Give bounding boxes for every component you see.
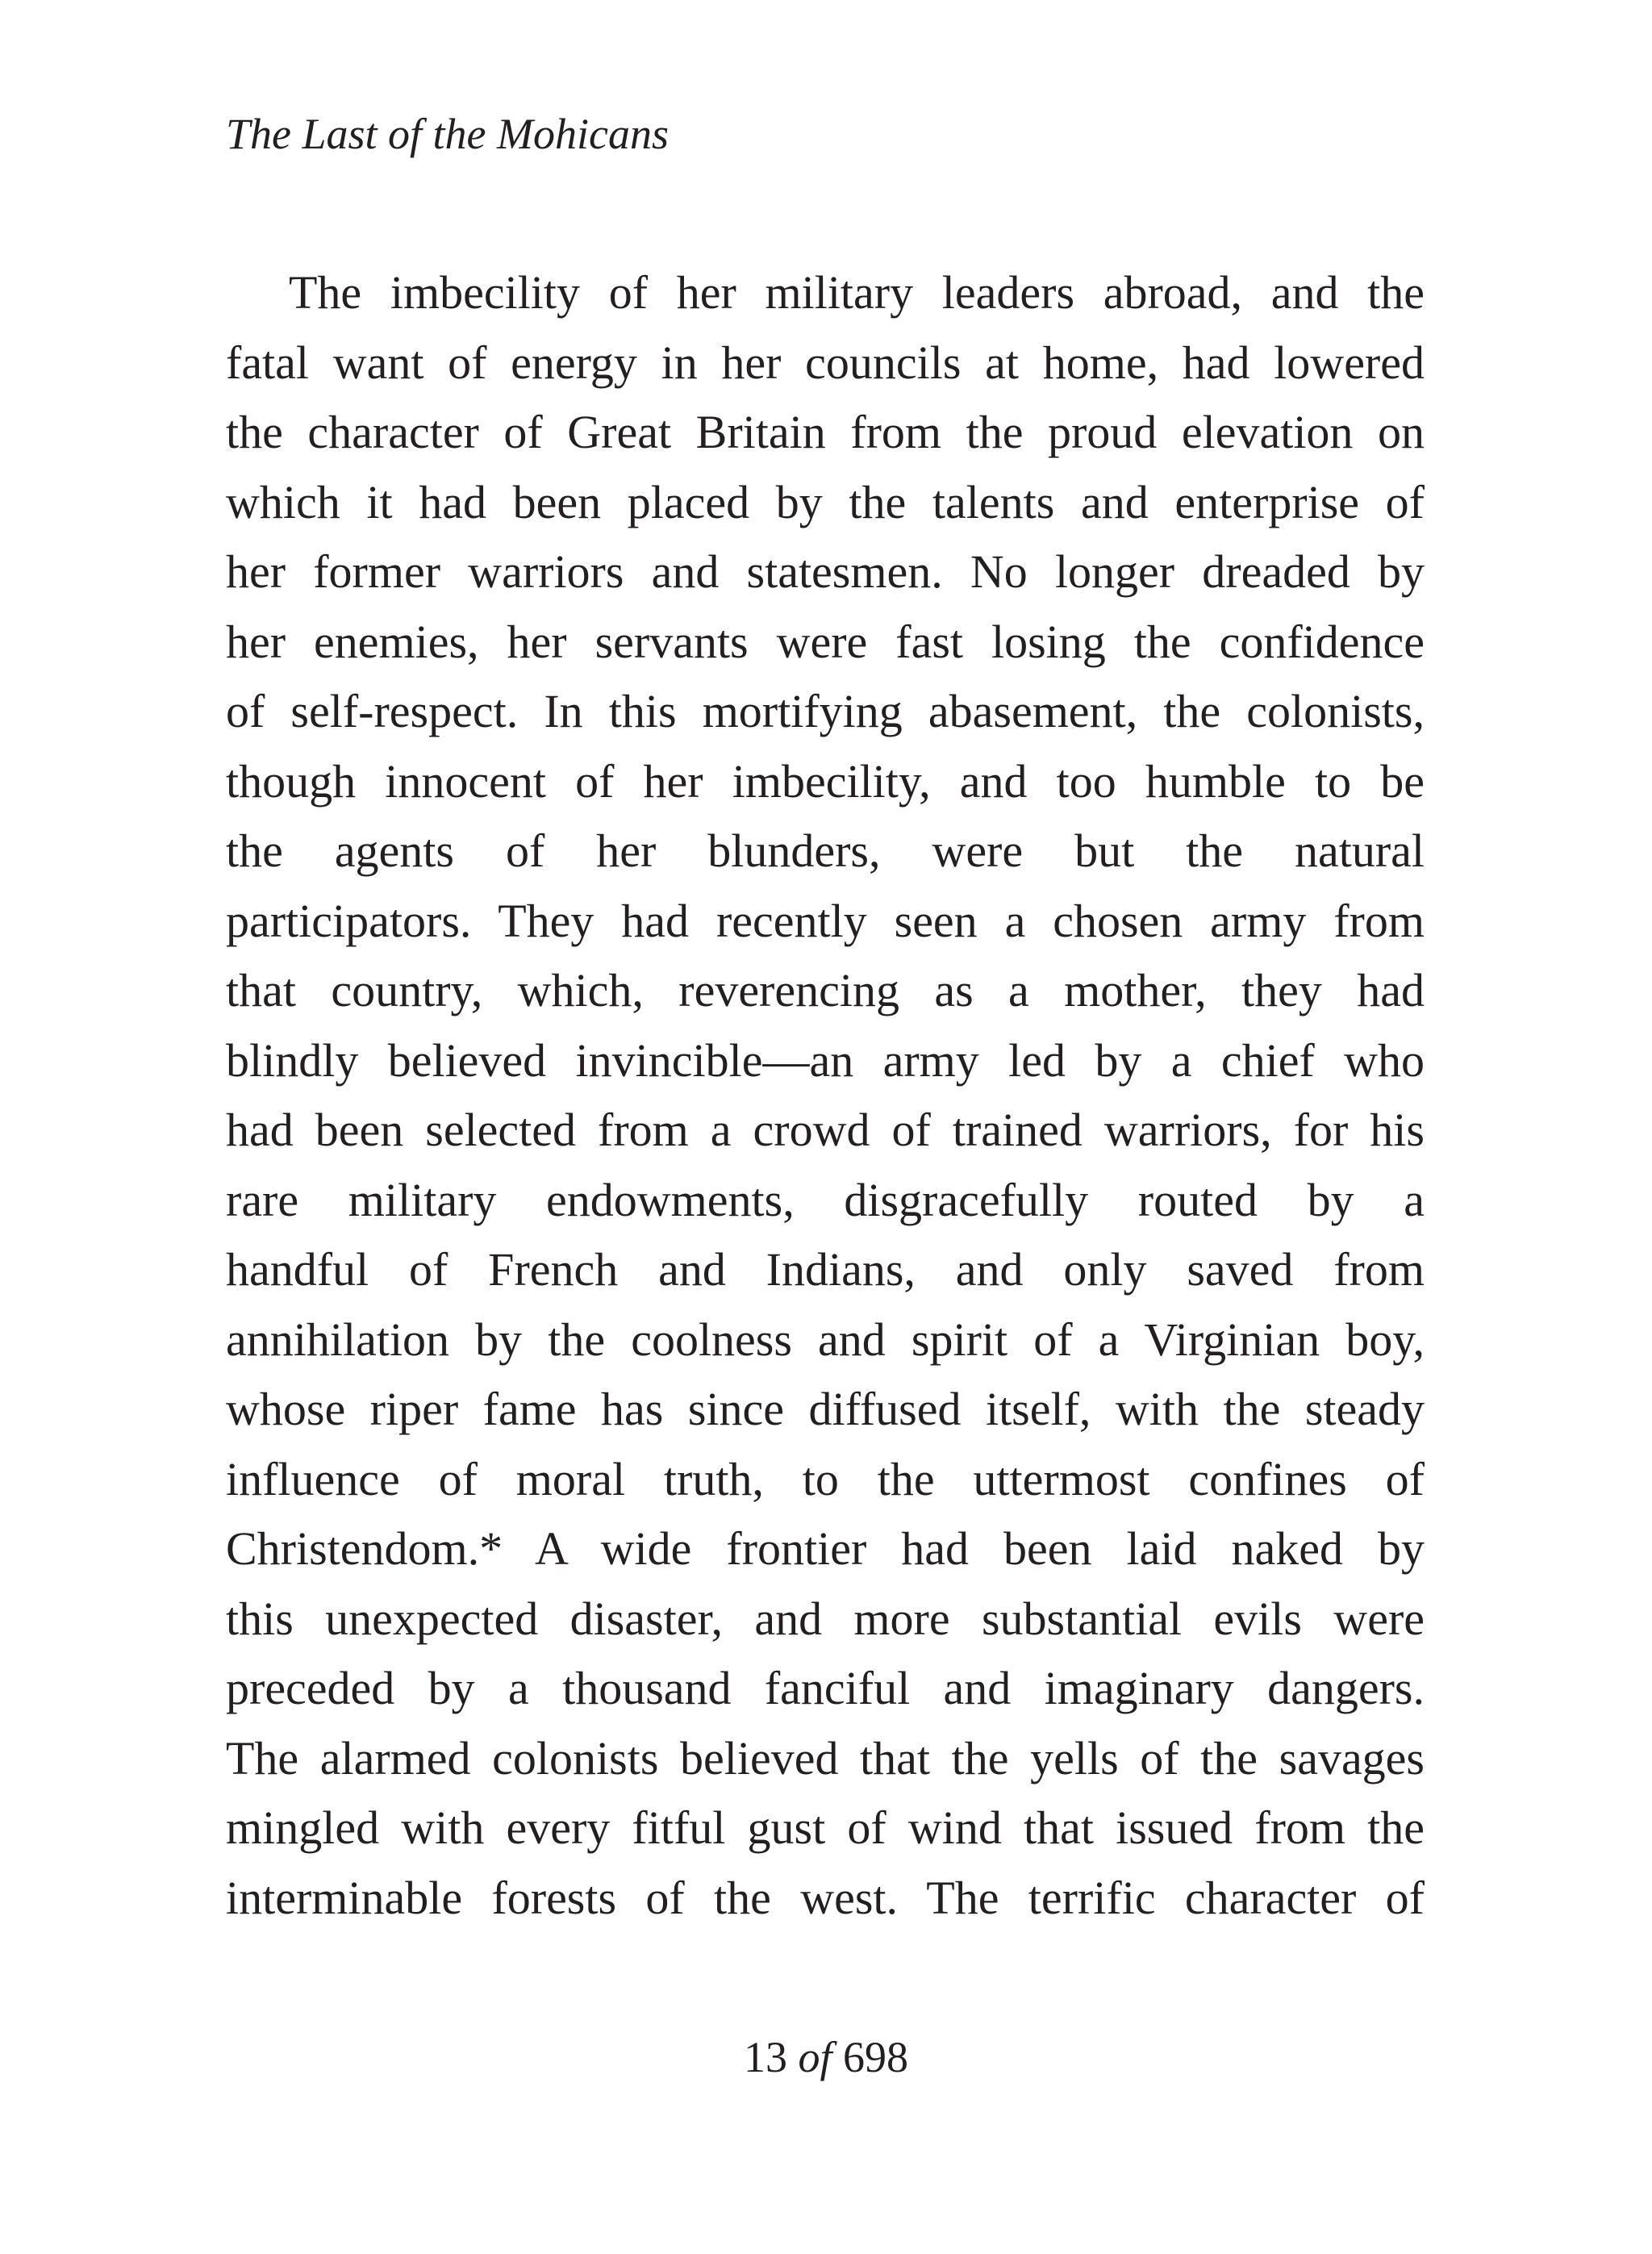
text-line: The alarmed colonists believed that the yells of the savages xyxy=(226,1731,1425,1784)
text-line: interminable forests of the west. The terrific character of xyxy=(226,1871,1425,1924)
text-line: participators. They had recently seen a chosen army from xyxy=(226,894,1425,947)
text-line: blindly believed invincible—an army led by a chief who xyxy=(226,1033,1425,1087)
text-line: the character of Great Britain from the proud elevation on xyxy=(226,406,1425,458)
text-line: handful of French and Indians, and only saved from xyxy=(226,1243,1425,1296)
text-line: mingled with every fitful gust of wind that issued from the xyxy=(226,1801,1425,1854)
text-line: the agents of her blunders, were but the natural xyxy=(226,824,1425,877)
page-number xyxy=(0,2028,1652,2086)
text-line: fatal want of energy in her councils at home, had lowered xyxy=(226,336,1425,389)
text-line: preceded by a thousand fanciful and imaginary dangers. xyxy=(226,1662,1425,1714)
text-line: of self-respect. In this mortifying abasement, the colonists, xyxy=(226,685,1425,737)
text-line: had been selected from a crowd of trained warriors, for his xyxy=(226,1104,1425,1156)
page-of-label: of xyxy=(798,2033,832,2081)
running-head: The Last of the Mohicans xyxy=(226,110,669,158)
text-line: her former warriors and statesmen. No longer dreaded by xyxy=(226,545,1425,598)
text-line: whose riper fame has since diffused itself, with the steady xyxy=(226,1383,1425,1435)
text-line: this unexpected disaster, and more substantial evils were xyxy=(226,1592,1425,1645)
text-line: Christendom.* A wide frontier had been laid naked by xyxy=(226,1522,1425,1575)
text-line: influence of moral truth, to the uttermost confines of xyxy=(226,1452,1425,1505)
text-line: rare military endowments, disgracefully routed by a xyxy=(226,1173,1425,1226)
page-total: 698 xyxy=(843,2033,908,2081)
text-line: that country, which, reverencing as a mother, they had xyxy=(226,964,1425,1016)
page-current: 13 xyxy=(743,2033,787,2081)
text-line: her enemies, her servants were fast losing the confidence xyxy=(226,615,1425,668)
text-line: The imbecility of her military leaders abroad, and the xyxy=(289,266,1425,319)
text-line: annihilation by the coolness and spirit of a Virginian boy, xyxy=(226,1313,1425,1366)
text-line: which it had been placed by the talents and enterprise of xyxy=(226,475,1425,528)
body-text xyxy=(226,258,1425,1933)
text-line: though innocent of her imbecility, and too humble to be xyxy=(226,754,1425,808)
